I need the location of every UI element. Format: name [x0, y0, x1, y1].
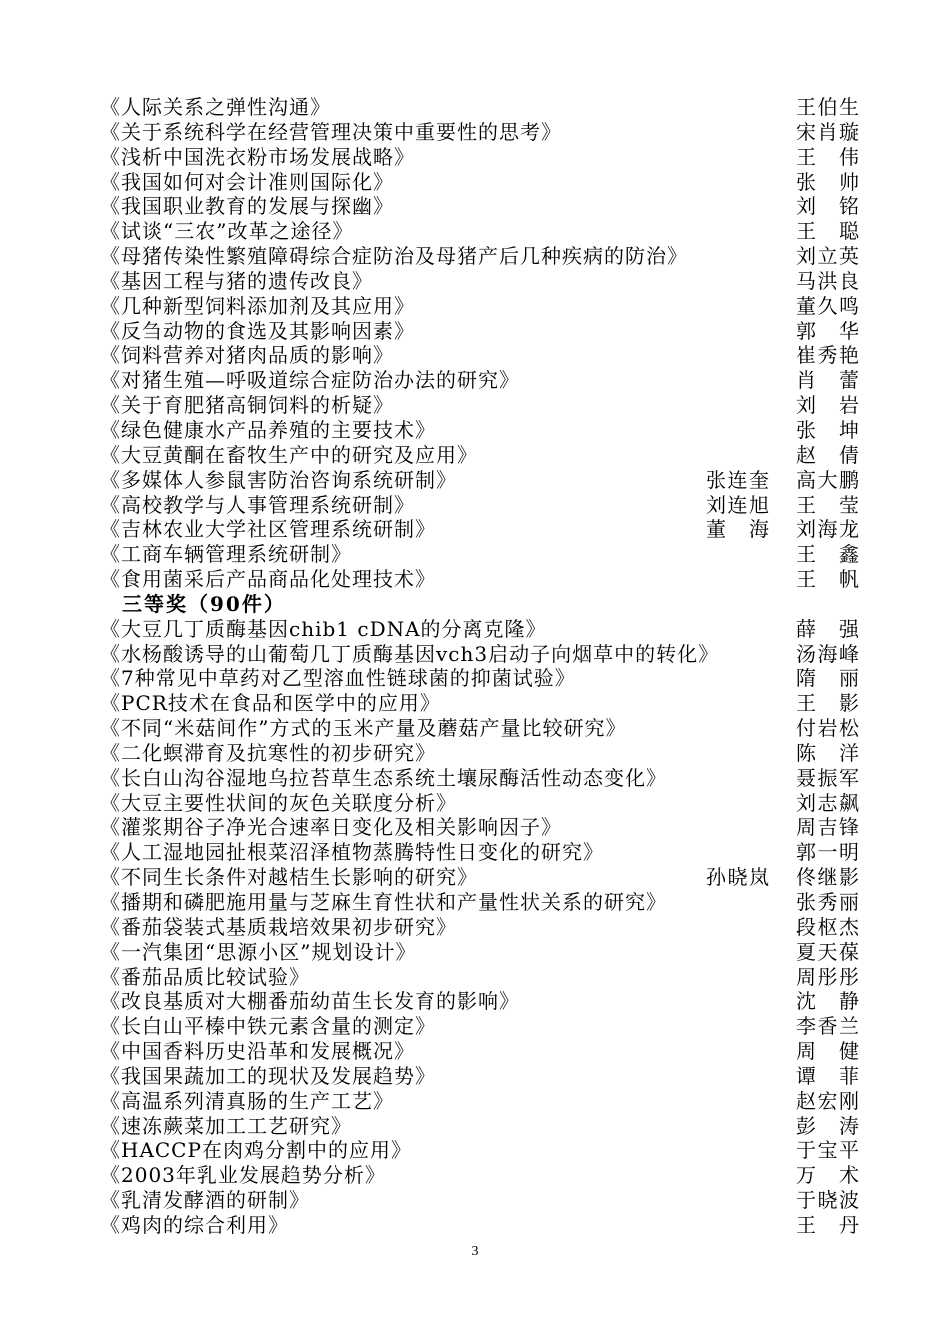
list-item	[100, 294, 860, 319]
paper-title: 《大豆黄酮在畜牧生产中的研究及应用》	[100, 442, 478, 467]
list-item	[100, 642, 860, 667]
list-item	[100, 319, 860, 344]
list-item	[100, 1014, 860, 1039]
paper-title: 《绿色健康水产品养殖的主要技术》	[100, 417, 436, 442]
author-name: 万 术	[796, 1163, 860, 1188]
author-name: 郭一明	[796, 840, 860, 865]
coauthor-name: 董 海	[706, 517, 770, 542]
list-item	[100, 95, 860, 120]
author-name: 张 帅	[796, 169, 860, 194]
paper-title: 《改良基质对大棚番茄幼苗生长发育的影响》	[100, 989, 520, 1014]
section-heading-third-prize: 三等奖（90件）	[122, 591, 286, 616]
list-item	[100, 1163, 860, 1188]
list-item	[100, 244, 860, 269]
author-name: 赵 倩	[796, 442, 860, 467]
paper-title: 《浅析中国洗衣粉市场发展战略》	[100, 144, 415, 169]
author-name: 肖 蕾	[796, 368, 860, 393]
author-name: 王 帆	[796, 567, 860, 592]
paper-title: 《不同“米菇间作”方式的玉米产量及蘑菇产量比较研究》	[100, 716, 627, 741]
paper-title: 《饲料营养对猪肉品质的影响》	[100, 343, 394, 368]
author-name: 刘海龙	[796, 517, 860, 542]
list-item	[100, 1089, 860, 1114]
author-name: 刘 岩	[796, 393, 860, 418]
paper-title: 《母猪传染性繁殖障碍综合症防治及母猪产后几种疾病的防治》	[100, 244, 688, 269]
list-item	[100, 815, 860, 840]
author-name: 崔秀艳	[796, 343, 860, 368]
list-item	[100, 1213, 860, 1238]
paper-title: 《乳清发酵酒的研制》	[100, 1188, 310, 1213]
list-item	[100, 1039, 860, 1064]
paper-title: 《吉林农业大学社区管理系统研制》	[100, 517, 436, 542]
paper-title: 《一汽集团“思源小区”规划设计》	[100, 939, 417, 964]
author-name: 郭 华	[796, 318, 860, 343]
list-item	[100, 766, 860, 791]
paper-title: 《长白山沟谷湿地乌拉苔草生态系统土壤尿酶活性动态变化》	[100, 765, 667, 790]
award-list	[100, 95, 860, 1238]
paper-title: 《基因工程与猪的遗传改良》	[100, 268, 373, 293]
paper-title: 《食用菌采后产品商品化处理技术》	[100, 567, 436, 592]
author-name: 宋肖璇	[796, 119, 860, 144]
list-item	[100, 343, 860, 368]
paper-title: 《长白山平榛中铁元素含量的测定》	[100, 1014, 436, 1039]
author-name: 于宝平	[796, 1138, 860, 1163]
list-item	[100, 170, 860, 195]
author-name: 付岩松	[796, 716, 860, 741]
author-name: 王 影	[796, 691, 860, 716]
paper-title: 《PCR技术在食品和医学中的应用》	[100, 691, 441, 716]
paper-title: 《人工湿地园扯根菜沼泽植物蒸腾特性日变化的研究》	[100, 840, 604, 865]
list-item	[100, 120, 860, 145]
author-name: 隋 丽	[796, 666, 860, 691]
paper-title: 《大豆几丁质酶基因chib1 cDNA的分离克隆》	[100, 616, 547, 641]
paper-title: 《大豆主要性状间的灰色关联度分析》	[100, 790, 457, 815]
paper-title: 《反刍动物的食选及其影响因素》	[100, 318, 415, 343]
list-item	[100, 915, 860, 940]
author-name: 高大鹏	[796, 467, 860, 492]
list-item	[100, 393, 860, 418]
author-name: 汤海峰	[796, 641, 860, 666]
list-item	[100, 840, 860, 865]
paper-title: 《对猪生殖—呼吸道综合症防治办法的研究》	[100, 368, 520, 393]
paper-title: 《灌浆期谷子净光合速率日变化及相关影响因子》	[100, 815, 562, 840]
author-name: 周吉锋	[796, 815, 860, 840]
list-item	[100, 989, 860, 1014]
author-name: 王 聪	[796, 219, 860, 244]
list-item	[100, 965, 860, 990]
paper-title: 《HACCP在肉鸡分割中的应用》	[100, 1138, 412, 1163]
list-item	[100, 890, 860, 915]
award-list-section-third	[100, 617, 860, 1238]
list-item	[100, 443, 860, 468]
author-name: 张秀丽	[796, 890, 860, 914]
author-name: 李香兰	[796, 1014, 860, 1039]
list-item	[100, 194, 860, 219]
list-item	[100, 418, 860, 443]
author-name: 刘志飙	[796, 790, 860, 815]
author-name: 赵宏刚	[796, 1088, 860, 1113]
paper-title: 《高温系列清真肠的生产工艺》	[100, 1088, 394, 1113]
author-name: 夏天葆	[796, 939, 860, 964]
list-item	[100, 1188, 860, 1213]
paper-title: 《番茄品质比较试验》	[100, 964, 310, 989]
author-name: 沈 静	[796, 989, 860, 1014]
list-item	[100, 1138, 860, 1163]
list-item	[100, 691, 860, 716]
list-item	[100, 368, 860, 393]
coauthor-name: 刘连旭	[706, 492, 770, 517]
author-name: 聂振军	[796, 765, 860, 790]
paper-title: 《2003年乳业发展趋势分析》	[100, 1163, 386, 1188]
paper-title: 《我国果蔬加工的现状及发展趋势》	[100, 1063, 436, 1088]
paper-title: 《试谈“三农”改革之途径》	[100, 219, 354, 244]
list-item	[100, 542, 860, 567]
list-item	[100, 716, 860, 741]
paper-title: 《7种常见中草药对乙型溶血性链球菌的抑菌试验》	[100, 666, 576, 691]
list-item	[100, 617, 860, 642]
paper-title: 《多媒体人参鼠害防治咨询系统研制》	[100, 467, 457, 492]
author-name: 王伯生	[796, 95, 860, 119]
author-name: 张 坤	[796, 417, 860, 442]
award-list-section-second	[100, 95, 860, 592]
list-item	[100, 567, 860, 592]
paper-title: 《高校教学与人事管理系统研制》	[100, 492, 415, 517]
author-name: 薛 强	[796, 616, 860, 641]
author-name: 王 伟	[796, 144, 860, 169]
list-item	[100, 791, 860, 816]
paper-title: 《不同生长条件对越桔生长影响的研究》	[100, 865, 478, 890]
author-name: 刘立英	[796, 244, 860, 269]
author-name: 佟继影	[796, 865, 860, 890]
author-name: 彭 涛	[796, 1113, 860, 1138]
list-item	[100, 468, 860, 493]
list-item	[100, 865, 860, 890]
paper-title: 《关于育肥猪高铜饲料的析疑》	[100, 393, 394, 418]
author-name: 于晓波	[796, 1188, 860, 1213]
paper-title: 《人际关系之弹性沟通》	[100, 95, 331, 119]
author-name: 王 鑫	[796, 542, 860, 567]
paper-title: 《关于系统科学在经营管理决策中重要性的思考》	[100, 119, 562, 144]
paper-title: 《几种新型饲料添加剂及其应用》	[100, 293, 415, 318]
paper-title: 《水杨酸诱导的山葡萄几丁质酶基因vch3启动子向烟草中的转化》	[100, 641, 720, 666]
list-item	[100, 517, 860, 542]
paper-title: 《速冻蕨菜加工工艺研究》	[100, 1113, 352, 1138]
author-name: 董久鸣	[796, 293, 860, 318]
list-item	[100, 493, 860, 518]
coauthor-name: 孙晓岚	[706, 865, 770, 890]
paper-title: 《二化螟滞育及抗寒性的初步研究》	[100, 740, 436, 765]
author-name: 周彤彤	[796, 964, 860, 989]
paper-title: 《鸡肉的综合利用》	[100, 1212, 289, 1237]
list-item	[100, 1064, 860, 1089]
paper-title: 《中国香料历史沿革和发展概况》	[100, 1039, 415, 1064]
coauthor-name: 张连奎	[706, 467, 770, 492]
author-name: 陈 洋	[796, 740, 860, 765]
paper-title: 《工商车辆管理系统研制》	[100, 542, 352, 567]
author-name: 谭 菲	[796, 1063, 860, 1088]
list-item	[100, 940, 860, 965]
paper-title: 《播期和磷肥施用量与芝麻生育性状和产量性状关系的研究》	[100, 890, 667, 914]
list-item	[100, 219, 860, 244]
list-item	[100, 145, 860, 170]
author-name: 段枢杰	[796, 914, 860, 939]
paper-title: 《番茄袋装式基质栽培效果初步研究》	[100, 914, 457, 939]
author-name: 王 莹	[796, 492, 860, 517]
page-number: 3	[471, 1244, 479, 1259]
list-item	[100, 269, 860, 294]
paper-title: 《我国如何对会计准则国际化》	[100, 169, 394, 194]
author-name: 王 丹	[796, 1212, 860, 1237]
list-item	[100, 741, 860, 766]
author-name: 刘 铭	[796, 194, 860, 219]
list-item	[100, 1114, 860, 1139]
author-name: 周 健	[796, 1039, 860, 1064]
author-name: 马洪良	[796, 268, 860, 293]
paper-title: 《我国职业教育的发展与探幽》	[100, 194, 394, 219]
list-item	[100, 666, 860, 691]
